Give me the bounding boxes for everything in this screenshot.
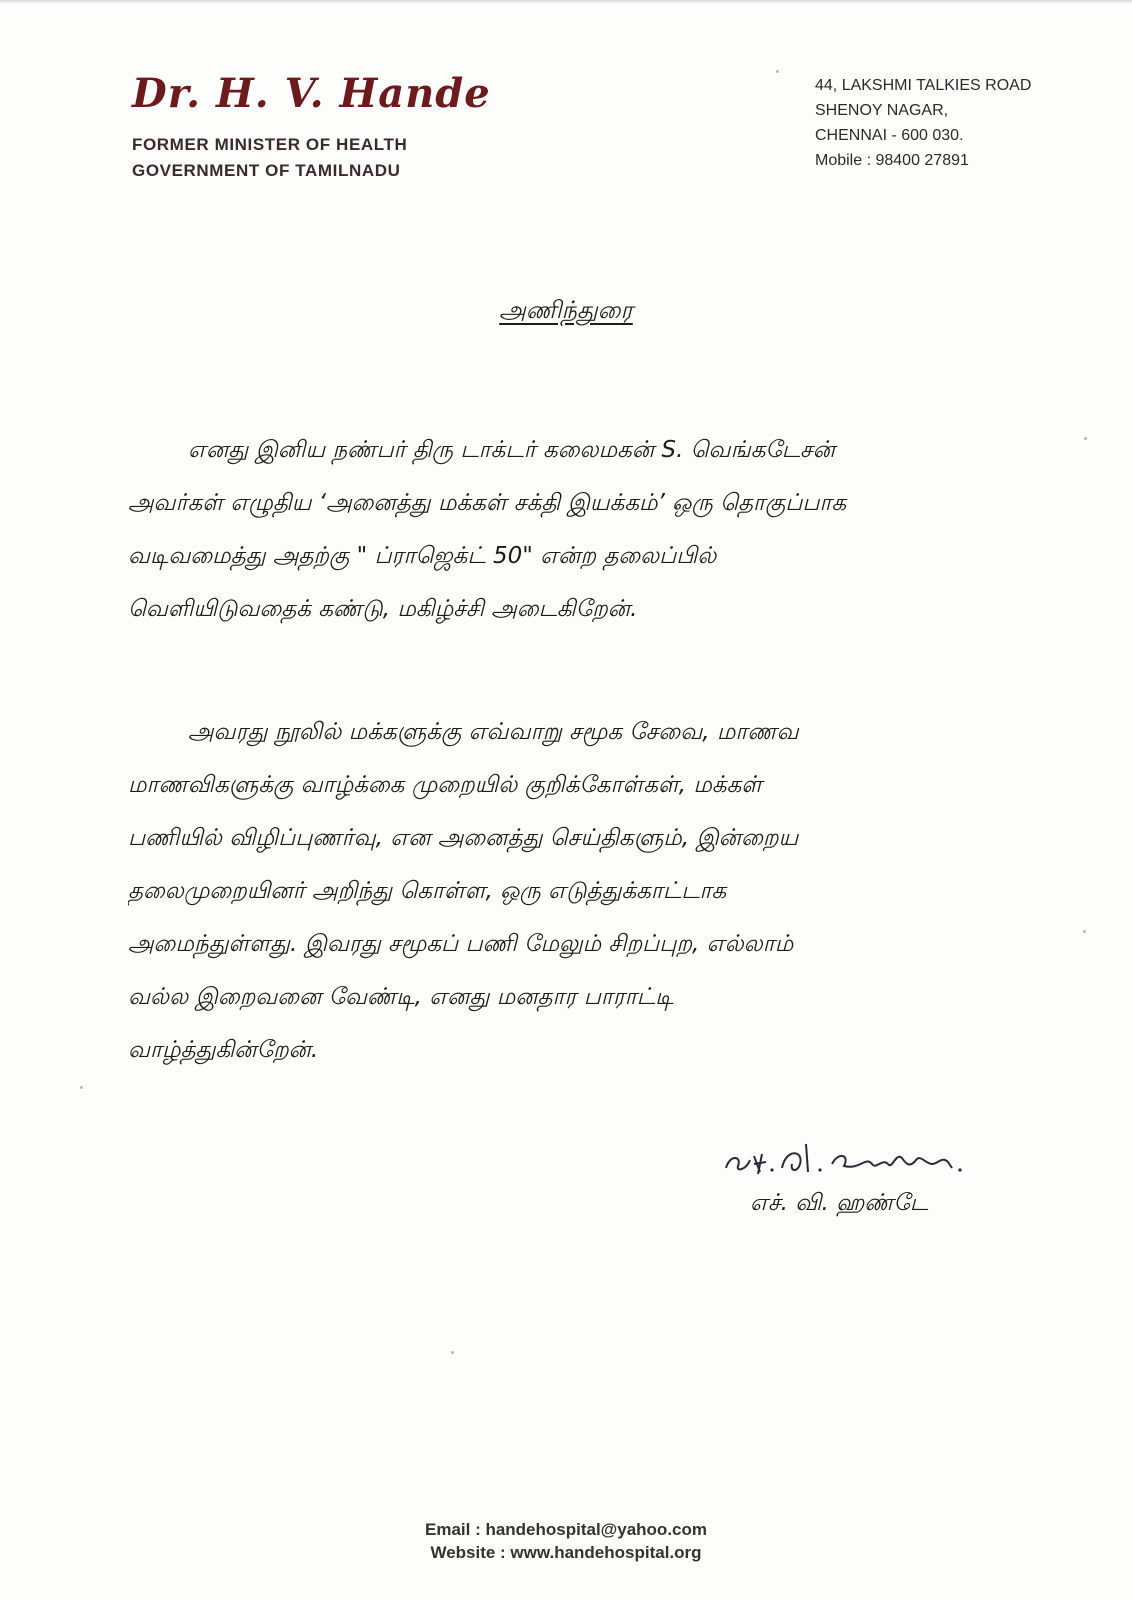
letter-heading: அணிந்துரை xyxy=(499,296,633,324)
letter-footer xyxy=(0,1518,1132,1564)
footer-email: Email : handehospital@yahoo.com xyxy=(424,1520,707,1539)
scan-edge xyxy=(0,0,1132,4)
paragraph-line: வாழ்த்துகின்றேன். xyxy=(128,1037,319,1063)
designation-line: GOVERNMENT OF TAMILNADU xyxy=(132,161,401,180)
handwritten-signature xyxy=(720,1134,990,1182)
paragraph-line: அவர்கள் எழுதிய ‘அனைத்து மக்கள் சக்தி இயக்கம்’ ஒரு தொகுப்பாக xyxy=(128,490,847,516)
signature-name: எச். வி. ஹண்டே xyxy=(750,1190,929,1216)
paragraph-line: வடிவமைத்து அதற்கு " ப்ராஜெக்ட் 50" என்ற தலைப்பில் xyxy=(128,543,717,569)
paragraph-line: அமைந்துள்ளது. இவரது சமூகப் பணி மேலும் சிறப்புற, எல்லாம் xyxy=(128,931,794,957)
scan-speck xyxy=(1083,930,1086,933)
scan-speck xyxy=(1084,437,1087,440)
paragraph-line: எனது இனிய நண்பர் திரு டாக்டர் கலைமகன் S. வெங்கடேசன் xyxy=(188,437,836,463)
paragraph-line: வெளியிடுவதைக் கண்டு, மகிழ்ச்சி அடைகிறேன். xyxy=(128,596,638,622)
paragraph-line: மாணவிகளுக்கு வாழ்க்கை முறையில் குறிக்கோள்கள், மக்கள் xyxy=(128,772,763,798)
address-line: SHENOY NAGAR, xyxy=(815,102,949,119)
scan-speck xyxy=(80,1086,83,1089)
address-line: 44, LAKSHMI TALKIES ROAD xyxy=(815,77,1032,94)
paragraph-line: பணியில் விழிப்புணர்வு, என அனைத்து செய்திகளும், இன்றைய xyxy=(128,825,799,851)
letterhead-name: Dr. H. V. Hande xyxy=(132,70,491,117)
scan-speck xyxy=(451,1351,454,1354)
paragraph-line: வல்ல இறைவனை வேண்டி, எனது மனதார பாராட்டி xyxy=(128,984,674,1010)
letterhead-designation xyxy=(132,132,407,184)
footer-website: Website : www.handehospital.org xyxy=(430,1543,702,1562)
paragraph-line: அவரது நூலில் மக்களுக்கு எவ்வாறு சமூக சேவை, மாணவ xyxy=(188,719,799,745)
paragraph-line: தலைமுறையினர் அறிந்து கொள்ள, ஒரு எடுத்துக்காட்டாக xyxy=(128,878,727,904)
mobile-number: Mobile : 98400 27891 xyxy=(815,152,969,169)
letterhead-address xyxy=(815,73,1031,173)
scan-speck xyxy=(776,70,779,73)
address-line: CHENNAI - 600 030. xyxy=(815,127,964,144)
paragraph-2 xyxy=(128,706,1068,1077)
designation-line: FORMER MINISTER OF HEALTH xyxy=(132,135,408,154)
paragraph-1 xyxy=(128,424,1068,636)
